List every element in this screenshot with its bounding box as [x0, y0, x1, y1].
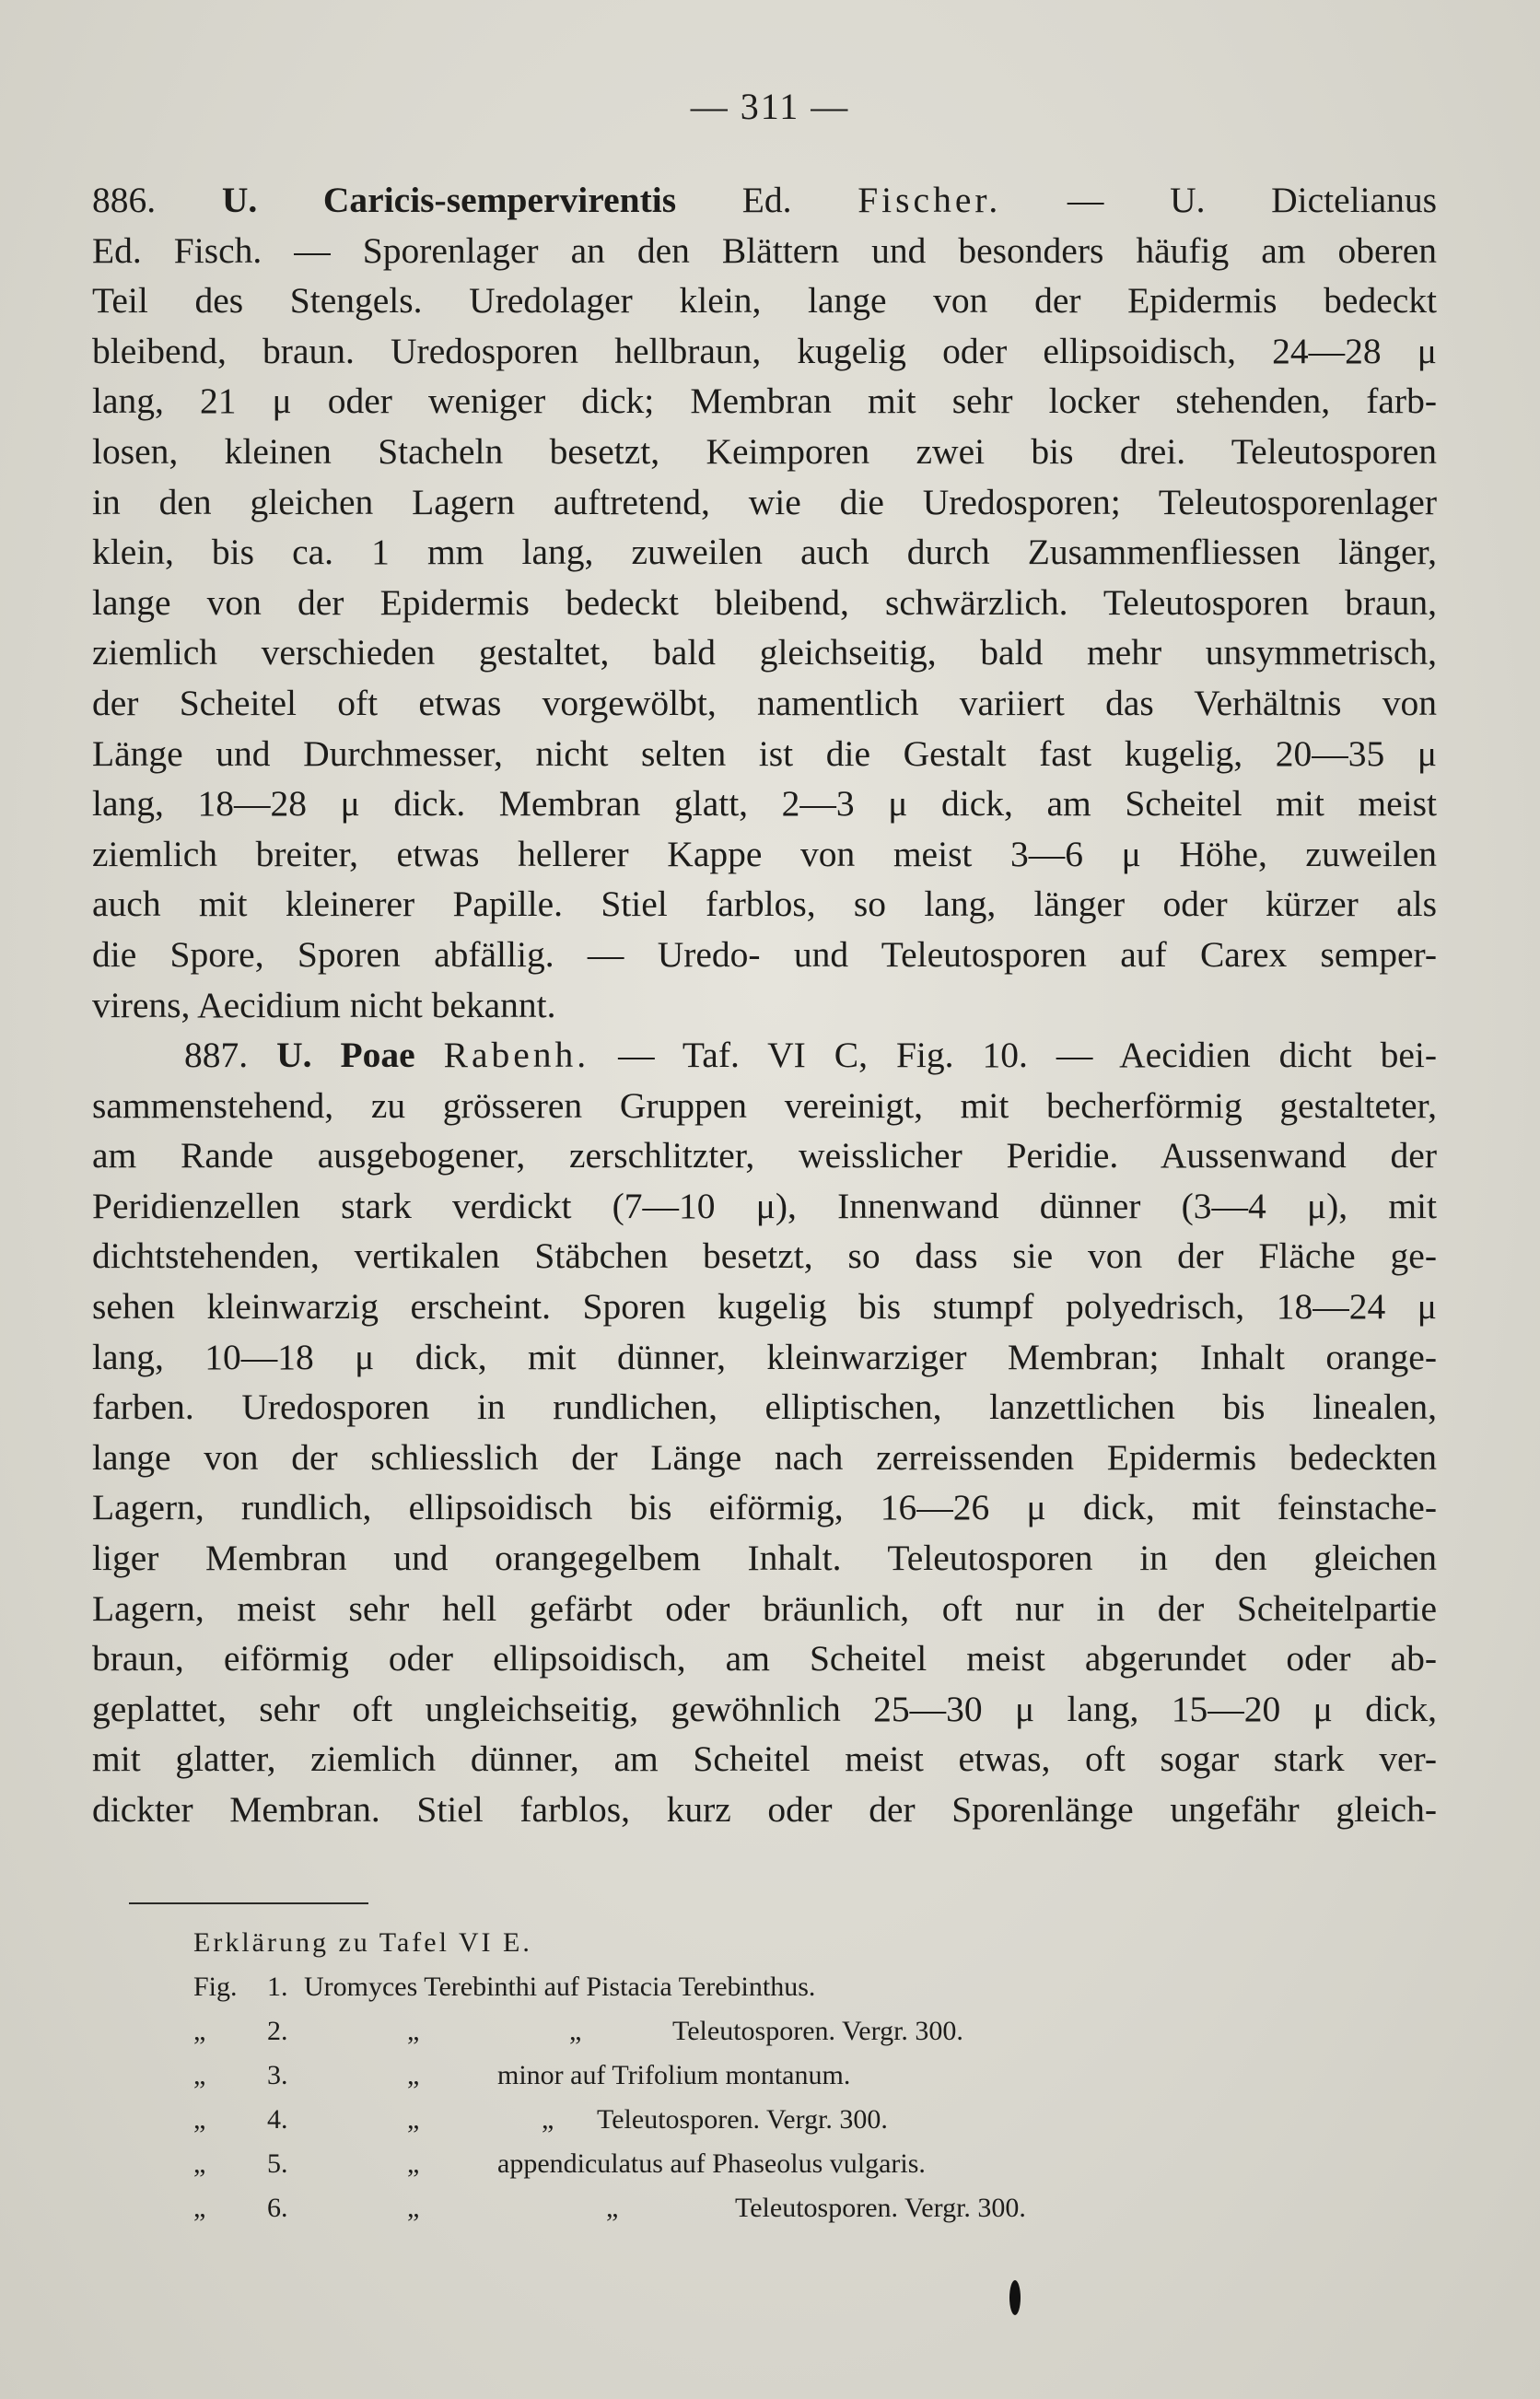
entry-887-reference: — Taf. VI C, Fig. 10. — Aecidien dicht bei- — [618, 1035, 1438, 1076]
caption-row — [193, 1965, 1207, 2009]
caption-text: minor auf Trifolium montanum. — [497, 2060, 851, 2090]
entry-887-number: 887. — [184, 1035, 249, 1076]
text-line-33: dickter Membran. Stiel farblos, kurz oder der Sporenlänge ungefähr gleich- — [92, 1789, 1437, 1830]
page-number: — 311 — — [690, 86, 850, 127]
text-line-31: geplattet, sehr oft ungleichseitig, gewöhnlich 25—30 μ lang, 15—20 μ dick, — [92, 1688, 1437, 1729]
caption-row — [193, 2142, 1207, 2186]
text-line-5: lang, 21 μ oder weniger dick; Membran mit sehr locker stehenden, farb- — [92, 380, 1437, 422]
ink-speck — [1009, 2280, 1021, 2315]
text-line-3: Teil des Stengels. Uredolager klein, lange von der Epidermis bedeckt — [92, 280, 1437, 322]
caption-fig-number: 6. — [267, 2193, 288, 2223]
caption-row — [193, 2098, 1207, 2142]
caption-row — [193, 2186, 1207, 2230]
caption-text: Teleutosporen. Vergr. 300. — [597, 2104, 888, 2135]
caption-fig-label: „ — [193, 2060, 206, 2090]
caption-fig-number: 3. — [267, 2060, 288, 2090]
text-line-28: liger Membran und orangegelbem Inhalt. Teleutosporen in den gleichen — [92, 1538, 1437, 1579]
caption-row — [193, 2054, 1207, 2098]
text-line-14: ziemlich breiter, etwas hellerer Kappe von meist 3—6 μ Höhe, zuweilen — [92, 833, 1437, 874]
caption-fig-label: „ — [193, 2016, 206, 2046]
text-line-27: Lagern, rundlich, ellipsoidisch bis eiförmig, 16—26 μ dick, mit feinstache- — [92, 1487, 1437, 1528]
caption-ditto: „ — [606, 2193, 619, 2223]
entry-887-author: Rabenh. — [443, 1035, 590, 1076]
plate-caption — [193, 1921, 1207, 2230]
caption-fig-number: 4. — [267, 2104, 288, 2135]
caption-ditto: „ — [407, 2016, 420, 2046]
caption-ditto: „ — [407, 2060, 420, 2090]
caption-ditto: „ — [569, 2016, 582, 2046]
text-line-18 — [92, 1030, 1437, 1081]
entry-886-taxon: U. Caricis-sempervirentis — [221, 180, 677, 220]
caption-ditto: „ — [407, 2148, 420, 2179]
caption-fig-number: 5. — [267, 2148, 288, 2179]
caption-fig-label: „ — [193, 2148, 206, 2179]
caption-fig-label: „ — [193, 2193, 206, 2223]
caption-text: Uromyces Terebinthi auf Pistacia Terebinthus. — [304, 1972, 816, 2002]
text-line-32: mit glatter, ziemlich dünner, am Scheitel meist etwas, oft sogar stark ver- — [92, 1738, 1437, 1780]
caption-ditto: „ — [407, 2104, 420, 2135]
text-line-25: farben. Uredosporen in rundlichen, elliptischen, lanzettlichen bis linealen, — [92, 1387, 1437, 1428]
caption-text: Teleutosporen. Vergr. 300. — [735, 2193, 1026, 2223]
text-line-29: Lagern, meist sehr hell gefärbt oder bräunlich, oft nur in der Scheitelpartie — [92, 1587, 1437, 1629]
caption-text: appendiculatus auf Phaseolus vulgaris. — [497, 2148, 926, 2179]
text-line-19: sammenstehend, zu grösseren Gruppen vereinigt, mit becherförmig gestalteter, — [92, 1084, 1437, 1126]
text-line-22: dichtstehenden, vertikalen Stäbchen besetzt, so dass sie von der Fläche ge- — [92, 1235, 1437, 1277]
text-line-20: am Rande ausgebogener, zerschlitzter, weisslicher Peridie. Aussenwand der — [92, 1135, 1437, 1176]
text-line-1 — [92, 175, 1437, 226]
text-line-21: Peridienzellen stark verdickt (7—10 μ), Innenwand dünner (3—4 μ), mit — [92, 1185, 1437, 1226]
caption-text: Teleutosporen. Vergr. 300. — [672, 2016, 963, 2046]
text-line-13: lang, 18—28 μ dick. Membran glatt, 2—3 μ dick, am Scheitel mit meist — [92, 783, 1437, 825]
body-text — [92, 175, 1437, 1835]
text-line-30: braun, eiförmig oder ellipsoidisch, am Scheitel meist abgerundet oder ab- — [92, 1638, 1437, 1679]
entry-886-number: 886. — [92, 180, 157, 220]
text-line-12: Länge und Durchmesser, nicht selten ist die Gestalt fast kugelig, 20—35 μ — [92, 732, 1437, 774]
caption-ditto: „ — [407, 2193, 420, 2223]
text-line-15: auch mit kleinerer Papille. Stiel farblos, so lang, länger oder kürzer als — [92, 884, 1437, 925]
caption-fig-number: 1. — [267, 1972, 288, 2002]
caption-fig-label: „ — [193, 2104, 206, 2135]
entry-886-author: Ed. Fischer. — [741, 180, 1002, 220]
text-line-4: bleibend, braun. Uredosporen hellbraun, kugelig oder ellipsoidisch, 24—28 μ — [92, 330, 1437, 371]
text-line-8: klein, bis ca. 1 mm lang, zuweilen auch durch Zusammenfliessen länger, — [92, 532, 1437, 573]
text-line-24: lang, 10—18 μ dick, mit dünner, kleinwarziger Membran; Inhalt orange- — [92, 1336, 1437, 1377]
text-line-11: der Scheitel oft etwas vorgewölbt, namentlich variiert das Verhältnis von — [92, 682, 1437, 723]
entry-887-taxon: U. Poae — [276, 1035, 415, 1076]
text-line-26: lange von der schliesslich der Länge nach zerreissenden Epidermis bedeckten — [92, 1436, 1437, 1478]
caption-row — [193, 2009, 1207, 2054]
caption-fig-number: 2. — [267, 2016, 288, 2046]
text-line-10: ziemlich verschieden gestaltet, bald gleichseitig, bald mehr unsymmetrisch, — [92, 632, 1437, 673]
text-line-23: sehen kleinwarzig erscheint. Sporen kugelig bis stumpf polyedrisch, 18—24 μ — [92, 1286, 1437, 1328]
text-line-9: lange von der Epidermis bedeckt bleibend, schwärzlich. Teleutosporen braun, — [92, 581, 1437, 623]
text-line-16: die Spore, Sporen abfällig. — Uredo- und Teleutosporen auf Carex semper- — [92, 933, 1437, 975]
text-line-7: in den gleichen Lagern auftretend, wie die Uredosporen; Teleutosporenlager — [92, 481, 1437, 522]
footnote-divider — [129, 1902, 368, 1904]
caption-fig-label: Fig. — [193, 1972, 238, 2002]
entry-886-synonym: — U. Dictelianus — [1067, 180, 1438, 220]
text-line-6: losen, kleinen Stacheln besetzt, Keimporen zwei bis drei. Teleutosporen — [92, 430, 1437, 472]
caption-title: Erklärung zu Tafel VI E. — [193, 1927, 532, 1958]
text-line-2: Ed. Fisch. — Sporenlager an den Blättern und besonders häufig am oberen — [92, 229, 1437, 271]
text-line-17: virens, Aecidium nicht bekannt. — [92, 984, 556, 1025]
caption-ditto: „ — [542, 2104, 554, 2135]
